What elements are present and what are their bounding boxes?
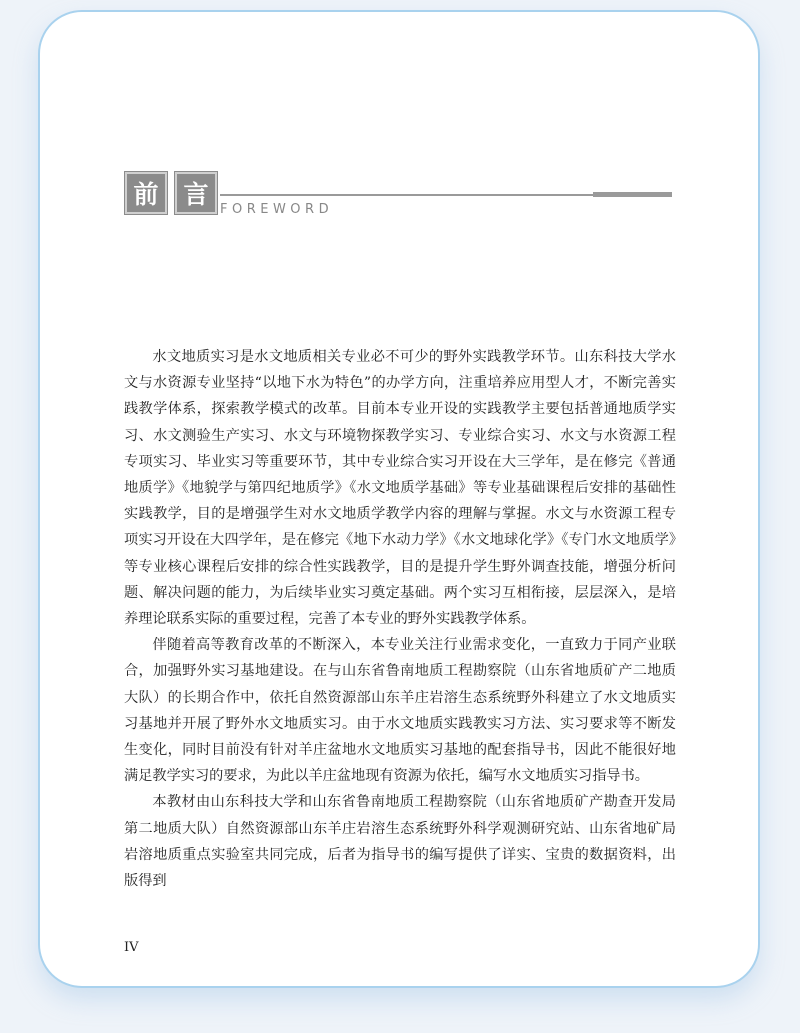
page-number: IV xyxy=(124,940,139,955)
body-text xyxy=(124,344,676,924)
title-char-1: 前 xyxy=(133,180,159,209)
header-rule-accent xyxy=(593,192,672,197)
paragraph-3: 本教材由山东科技大学和山东省鲁南地质工程勘察院（山东省地质矿产勘查开发局第二地质大队）自然资源部山东羊庄岩溶生态系统野外科学观测研究站、山东省地矿局岩溶地质重点实验室共同完成，后者为指导书的编写提供了详实、宝贵的数据资料，出版得到 xyxy=(124,794,676,890)
title-char-2: 言 xyxy=(183,180,209,209)
title-char-box-2 xyxy=(175,172,217,214)
paragraph-1: 水文地质实习是水文地质相关专业必不可少的野外实践教学环节。山东科技大学水文与水资源专业坚持“以地下水为特色”的办学方向，注重培养应用型人才，不断完善实践教学体系，探索教学模式的改革。目前本专业开设的实践教学主要包括普通地质学实习、水文测验生产实习、水文与环境物探教学实习、专业综合实习、水文与水资源工程专项实习、毕业实习等重要环节，其中专业综合实习开设在大三学年，是在修完《普通地质学》《地貌学与第四纪地质学》《水文地质学基础》等专业基础课程后安排的基础性实践教学，目的是增强学生对水文地质学教学内容的理解与掌握。水文与水资源工程专项实习开设在大四学年，是在修完《地下水动力学》《水文地球化学》《专门水文地质学》等专业核心课程后安排的综合性实践教学，目的是提升学生野外调查技能，增强分析问题、解决问题的能力，为后续毕业实习奠定基础。两个实习互相衔接，层层深入，是培养理论联系实际的重要过程，完善了本专业的野外实践教学体系。 xyxy=(124,349,676,628)
title-char-box-1 xyxy=(125,172,167,214)
document-page xyxy=(38,10,760,988)
paragraph-2: 伴随着高等教育改革的不断深入，本专业关注行业需求变化，一直致力于同产业联合，加强野外实习基地建设。在与山东省鲁南地质工程勘察院（山东省地质矿产二地质大队）的长期合作中，依托自然资源部山东羊庄岩溶生态系统野外科建立了水文地质实习基地并开展了野外水文地质实习。由于水文地质实践教实习方法、实习要求等不断发生变化，同时目前没有针对羊庄盆地水文地质实习基地的配套指导书，因此不能很好地满足教学实习的要求，为此以羊庄盆地现有资源为依托，编写水文地质实习指导书。 xyxy=(124,637,676,785)
foreword-subtitle: FOREWORD xyxy=(220,202,334,217)
